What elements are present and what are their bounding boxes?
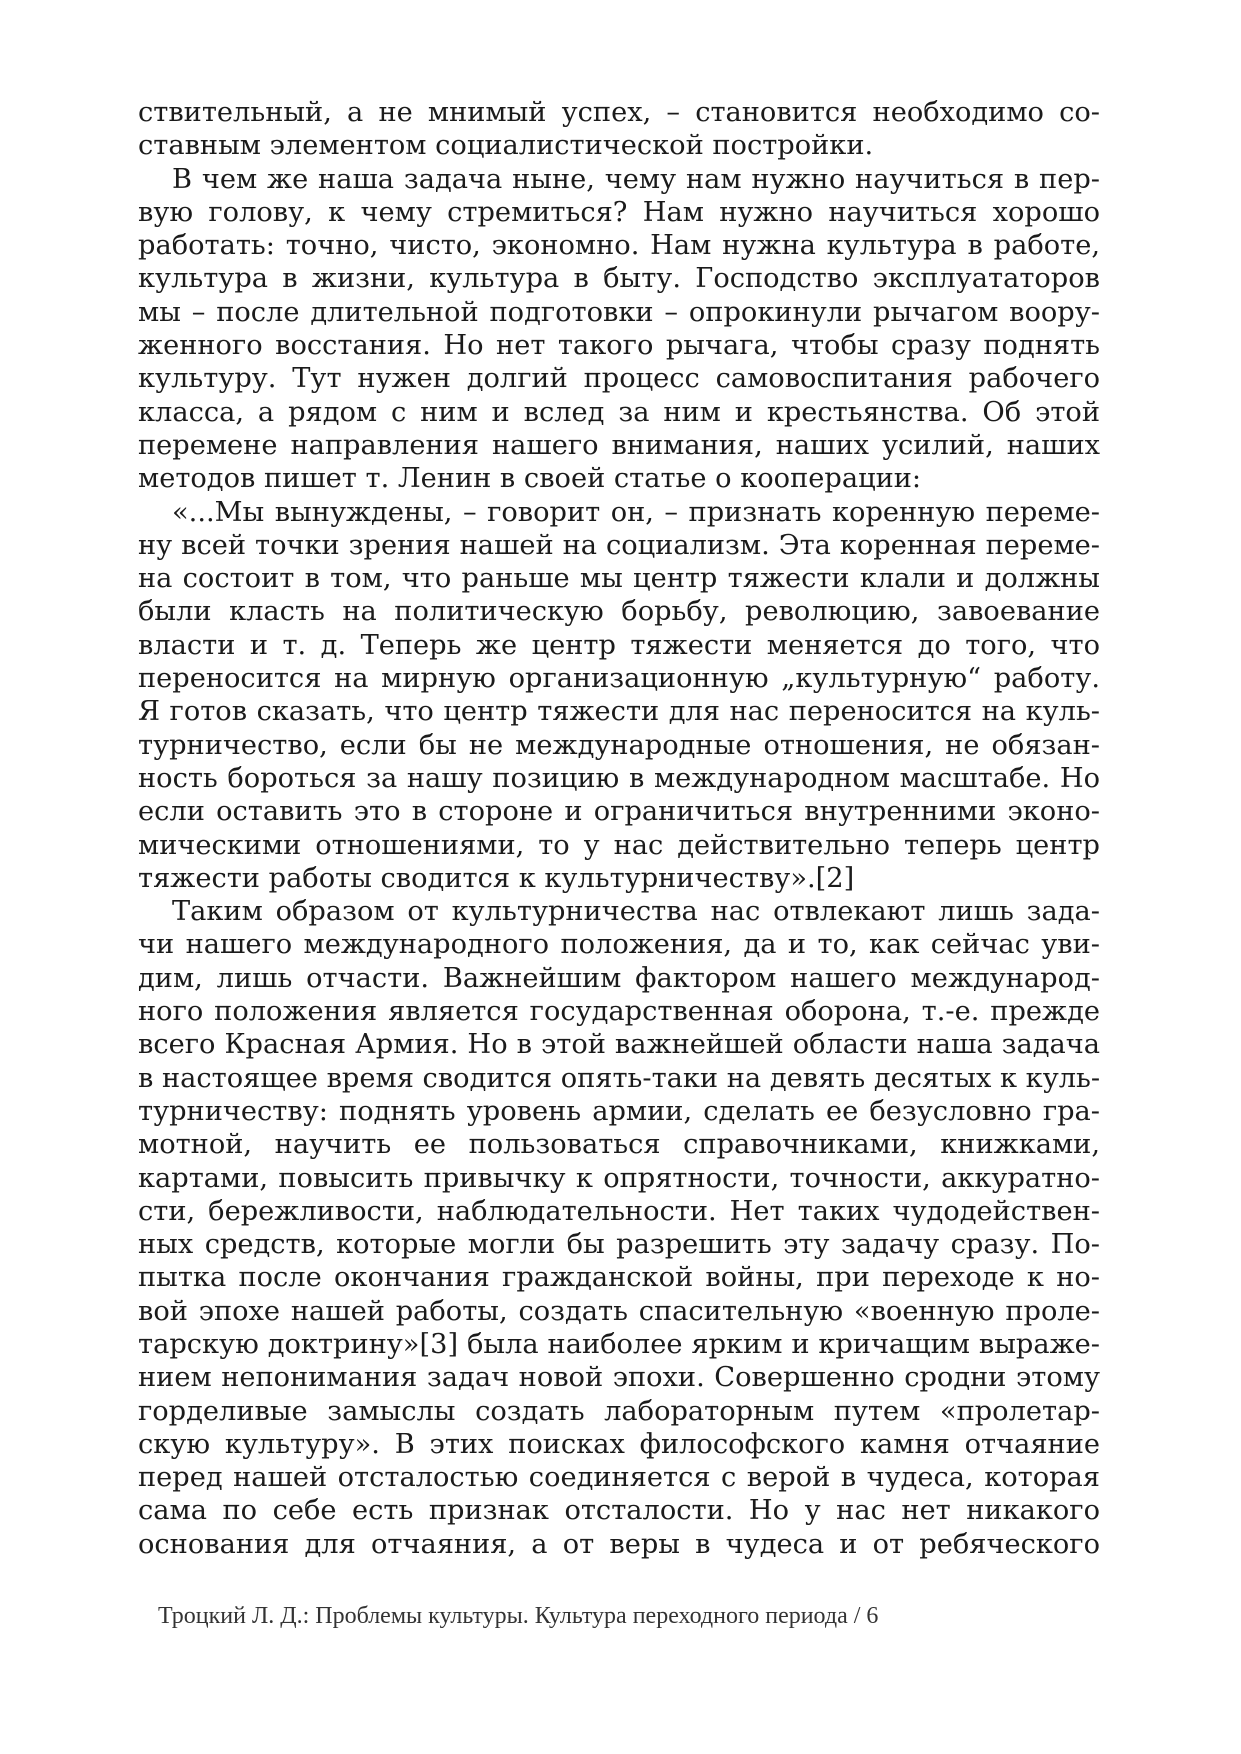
text-line: на состоит в том, что раньше мы центр тяжести клали и должны: [138, 563, 1100, 595]
text-line: перемене направления нашего внимания, наших усилий, наших: [138, 429, 1100, 461]
text-line: методов пишет т. Ленин в своей статье о кооперации:: [138, 463, 922, 495]
text-line: класса, а рядом с ним и вслед за ним и крестьянства. Об этой: [138, 396, 1100, 428]
text-line: власти и т. д. Теперь же центр тяжести меняется до того, что: [138, 629, 1100, 661]
text-line: вую голову, к чему стремиться? Нам нужно научиться хорошо: [138, 196, 1100, 228]
text-line: ставным элементом социалистической постройки.: [138, 130, 874, 162]
text-line: турничество, если бы не международные отношения, не обязан-: [138, 729, 1100, 761]
text-line: мическими отношениями, то у нас действительно теперь центр: [138, 829, 1100, 861]
text-line: Таким образом от культурничества нас отвлекают лишь зада-: [172, 896, 1100, 928]
text-line: дим, лишь отчасти. Важнейшим фактором нашего международ-: [138, 962, 1100, 994]
text-line: если оставить это в стороне и ограничиться внутренними эконо-: [138, 796, 1100, 828]
text-line: горделивые замыслы создать лабораторным путем «пролетар-: [138, 1395, 1100, 1427]
text-line: были класть на политическую борьбу, революцию, завоевание: [138, 596, 1100, 628]
text-line: основания для отчаяния, а от веры в чудеса и от ребяческого: [138, 1528, 1100, 1560]
text-line: нием непонимания задач новой эпохи. Совершенно сродни этому: [138, 1362, 1100, 1394]
text-line: ствительный, а не мнимый успех, – становится необходимо со-: [138, 97, 1100, 128]
text-line: турничеству: поднять уровень армии, сделать ее безусловно гра-: [138, 1095, 1100, 1127]
text-line: картами, повысить привычку к опрятности, точности, аккуратно-: [138, 1162, 1100, 1194]
text-line: Я готов сказать, что центр тяжести для нас переносится на куль-: [138, 696, 1100, 728]
text-line: культуру. Тут нужен долгий процесс самовоспитания рабочего: [138, 363, 1100, 395]
text-line: женного восстания. Но нет такого рычага, чтобы сразу поднять: [138, 330, 1100, 362]
text-line: ных средств, которые могли бы разрешить эту задачу сразу. По-: [138, 1229, 1100, 1261]
text-line: работать: точно, чисто, экономно. Нам нужна культура в работе,: [138, 230, 1100, 262]
text-line: сама по себе есть признак отсталости. Но у нас нет никакого: [138, 1495, 1100, 1527]
text-line: чи нашего международного положения, да и то, как сейчас уви-: [138, 929, 1100, 961]
text-line: пытка после окончания гражданской войны, при переходе к но-: [138, 1262, 1100, 1294]
text-line: тяжести работы сводится к культурничеству».[2]: [138, 862, 855, 894]
body-text: [138, 96, 1100, 1561]
text-line: культура в жизни, культура в быту. Господство эксплуататоров: [138, 263, 1100, 295]
text-line: мы – после длительной подготовки – опрокинули рычагом воору-: [138, 296, 1100, 328]
page-footer: Троцкий Л. Д.: Проблемы культуры. Культура переходного периода / 6: [158, 1603, 879, 1629]
text-line: вой эпохе нашей работы, создать спасительную «военную проле-: [138, 1295, 1100, 1327]
text-line: ность бороться за нашу позицию в международном масштабе. Но: [138, 762, 1100, 794]
text-line: перед нашей отсталостью соединяется с верой в чудеса, которая: [138, 1462, 1100, 1494]
text-line: в настоящее время сводится опять-таки на девять десятых к куль-: [138, 1062, 1100, 1094]
text-line: В чем же наша задача ныне, чему нам нужно научиться в пер-: [172, 163, 1100, 195]
text-line: скую культуру». В этих поисках философского камня отчаяние: [138, 1428, 1100, 1460]
text-line: всего Красная Армия. Но в этой важнейшей области наша задача: [138, 1029, 1100, 1061]
text-line: «...Мы вынуждены, – говорит он, – признать коренную переме-: [172, 496, 1100, 528]
text-line: ного положения является государственная оборона, т.-е. прежде: [138, 996, 1100, 1028]
text-line: переносится на мирную организационную „культурную“ работу.: [138, 663, 1100, 695]
text-line: тарскую доктрину»[3] была наиболее ярким и кричащим выраже-: [138, 1328, 1100, 1360]
text-line: ну всей точки зрения нашей на социализм. Эта коренная переме-: [138, 529, 1100, 561]
text-line: мотной, научить ее пользоваться справочниками, книжками,: [138, 1129, 1100, 1161]
text-line: сти, бережливости, наблюдательности. Нет таких чудодействен-: [138, 1195, 1100, 1227]
